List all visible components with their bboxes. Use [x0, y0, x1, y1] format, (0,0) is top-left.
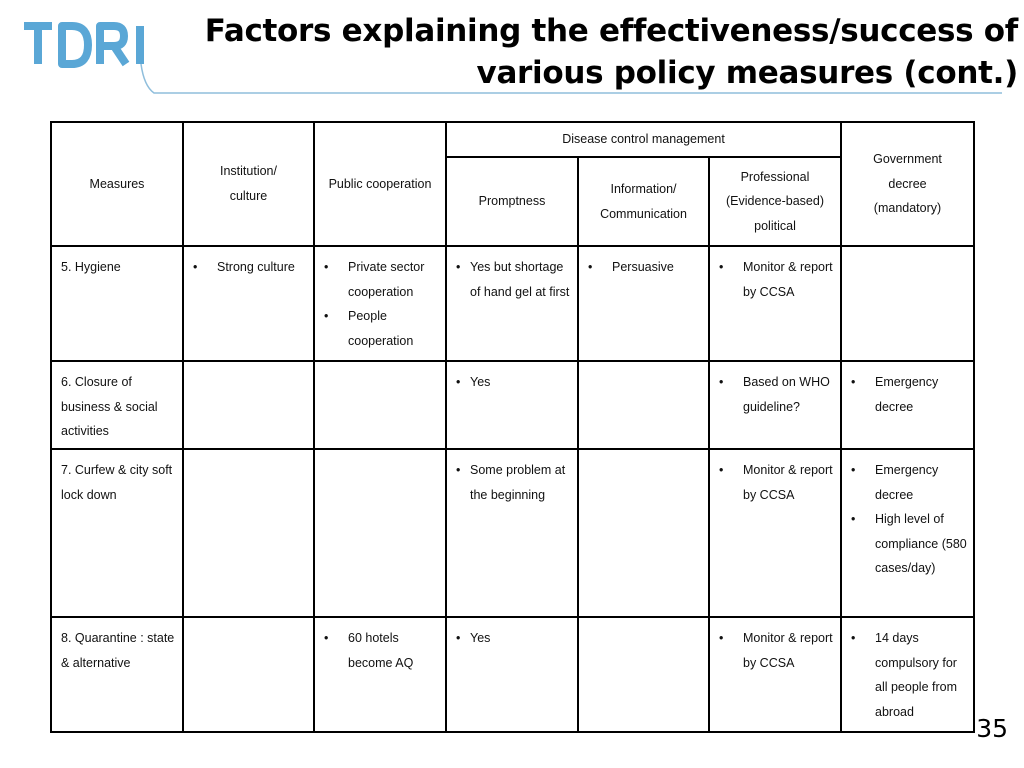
bullet-item: • Monitor & report by CCSA	[719, 458, 834, 507]
cell-professional	[709, 449, 841, 617]
bullet-item: • Emergency decree	[851, 370, 967, 419]
bullet-item: • Emergency decree	[851, 458, 967, 507]
bullet-list	[851, 626, 967, 724]
bullet-item: • Yes	[456, 626, 571, 651]
title-underline-line	[140, 64, 1002, 98]
cell-institution	[183, 617, 314, 732]
bullet-item: • Monitor & report by CCSA	[719, 255, 834, 304]
cell-measure: 5. Hygiene	[51, 246, 183, 361]
title-line-2: various policy measures (cont.)	[476, 55, 1018, 91]
bullet-list	[324, 626, 439, 675]
bullet-item: • Persuasive	[588, 255, 702, 280]
header-row-1	[51, 122, 974, 157]
bullet-item: • Based on WHO guideline?	[719, 370, 834, 419]
bullet-item: • Private sector cooperation	[324, 255, 439, 304]
bullet-list	[324, 255, 439, 353]
bullet-list	[456, 626, 571, 651]
cell-institution	[183, 246, 314, 361]
cell-measure: 6. Closure of business & social activities	[51, 361, 183, 449]
bullet-list	[588, 255, 702, 280]
cell-professional	[709, 246, 841, 361]
header-promptness: Promptness	[446, 157, 578, 246]
cell-professional	[709, 361, 841, 449]
cell-public-cooperation	[314, 246, 446, 361]
header-institution: Institution/ culture	[183, 122, 314, 246]
table-row	[51, 617, 974, 732]
header-public-cooperation: Public cooperation	[314, 122, 446, 246]
cell-information	[578, 246, 709, 361]
cell-public-cooperation	[314, 449, 446, 617]
cell-institution	[183, 361, 314, 449]
title-underline	[140, 64, 1002, 98]
header-measures: Measures	[51, 122, 183, 246]
bullet-list	[719, 626, 834, 675]
cell-information	[578, 617, 709, 732]
cell-promptness	[446, 449, 578, 617]
header-disease-control: Disease control management	[446, 122, 841, 157]
bullet-item: • Strong culture	[193, 255, 307, 280]
cell-public-cooperation	[314, 617, 446, 732]
table-row	[51, 246, 974, 361]
cell-measure: 8. Quarantine : state & alternative	[51, 617, 183, 732]
bullet-list	[193, 255, 307, 280]
cell-public-cooperation	[314, 361, 446, 449]
cell-measure: 7. Curfew & city soft lock down	[51, 449, 183, 617]
bullet-item: • 60 hotels become AQ	[324, 626, 439, 675]
bullet-list	[456, 370, 571, 395]
cell-government-decree	[841, 246, 974, 361]
bullet-item: • Monitor & report by CCSA	[719, 626, 834, 675]
cell-government-decree	[841, 449, 974, 617]
policy-measures-table	[50, 121, 975, 733]
page-number: 35	[976, 714, 1008, 743]
bullet-list	[456, 458, 571, 507]
cell-government-decree	[841, 617, 974, 732]
table-row	[51, 361, 974, 449]
bullet-list	[851, 458, 967, 581]
tdri-logo-mark	[22, 22, 150, 68]
bullet-list	[851, 370, 967, 419]
table-row	[51, 449, 974, 617]
header-information: Information/ Communication	[578, 157, 709, 246]
cell-institution	[183, 449, 314, 617]
cell-professional	[709, 617, 841, 732]
bullet-item: • Some problem at the beginning	[456, 458, 571, 507]
cell-promptness	[446, 361, 578, 449]
cell-government-decree	[841, 361, 974, 449]
bullet-list	[719, 370, 834, 419]
header-government-decree: Government decree (mandatory)	[841, 122, 974, 246]
bullet-item: • High level of compliance (580 cases/day)	[851, 507, 967, 581]
tdri-logo	[22, 22, 150, 68]
cell-information	[578, 449, 709, 617]
cell-information	[578, 361, 709, 449]
cell-promptness	[446, 617, 578, 732]
table-body	[51, 246, 974, 732]
title-line-1: Factors explaining the effectiveness/success of	[204, 13, 1018, 49]
header-professional: Professional (Evidence-based) political	[709, 157, 841, 246]
bullet-list	[719, 458, 834, 507]
bullet-item: • Yes but shortage of hand gel at first	[456, 255, 571, 304]
bullet-item: • People cooperation	[324, 304, 439, 353]
cell-promptness	[446, 246, 578, 361]
bullet-list	[456, 255, 571, 304]
bullet-item: • 14 days compulsory for all people from abroad	[851, 626, 967, 724]
bullet-item: • Yes	[456, 370, 571, 395]
bullet-list	[719, 255, 834, 304]
